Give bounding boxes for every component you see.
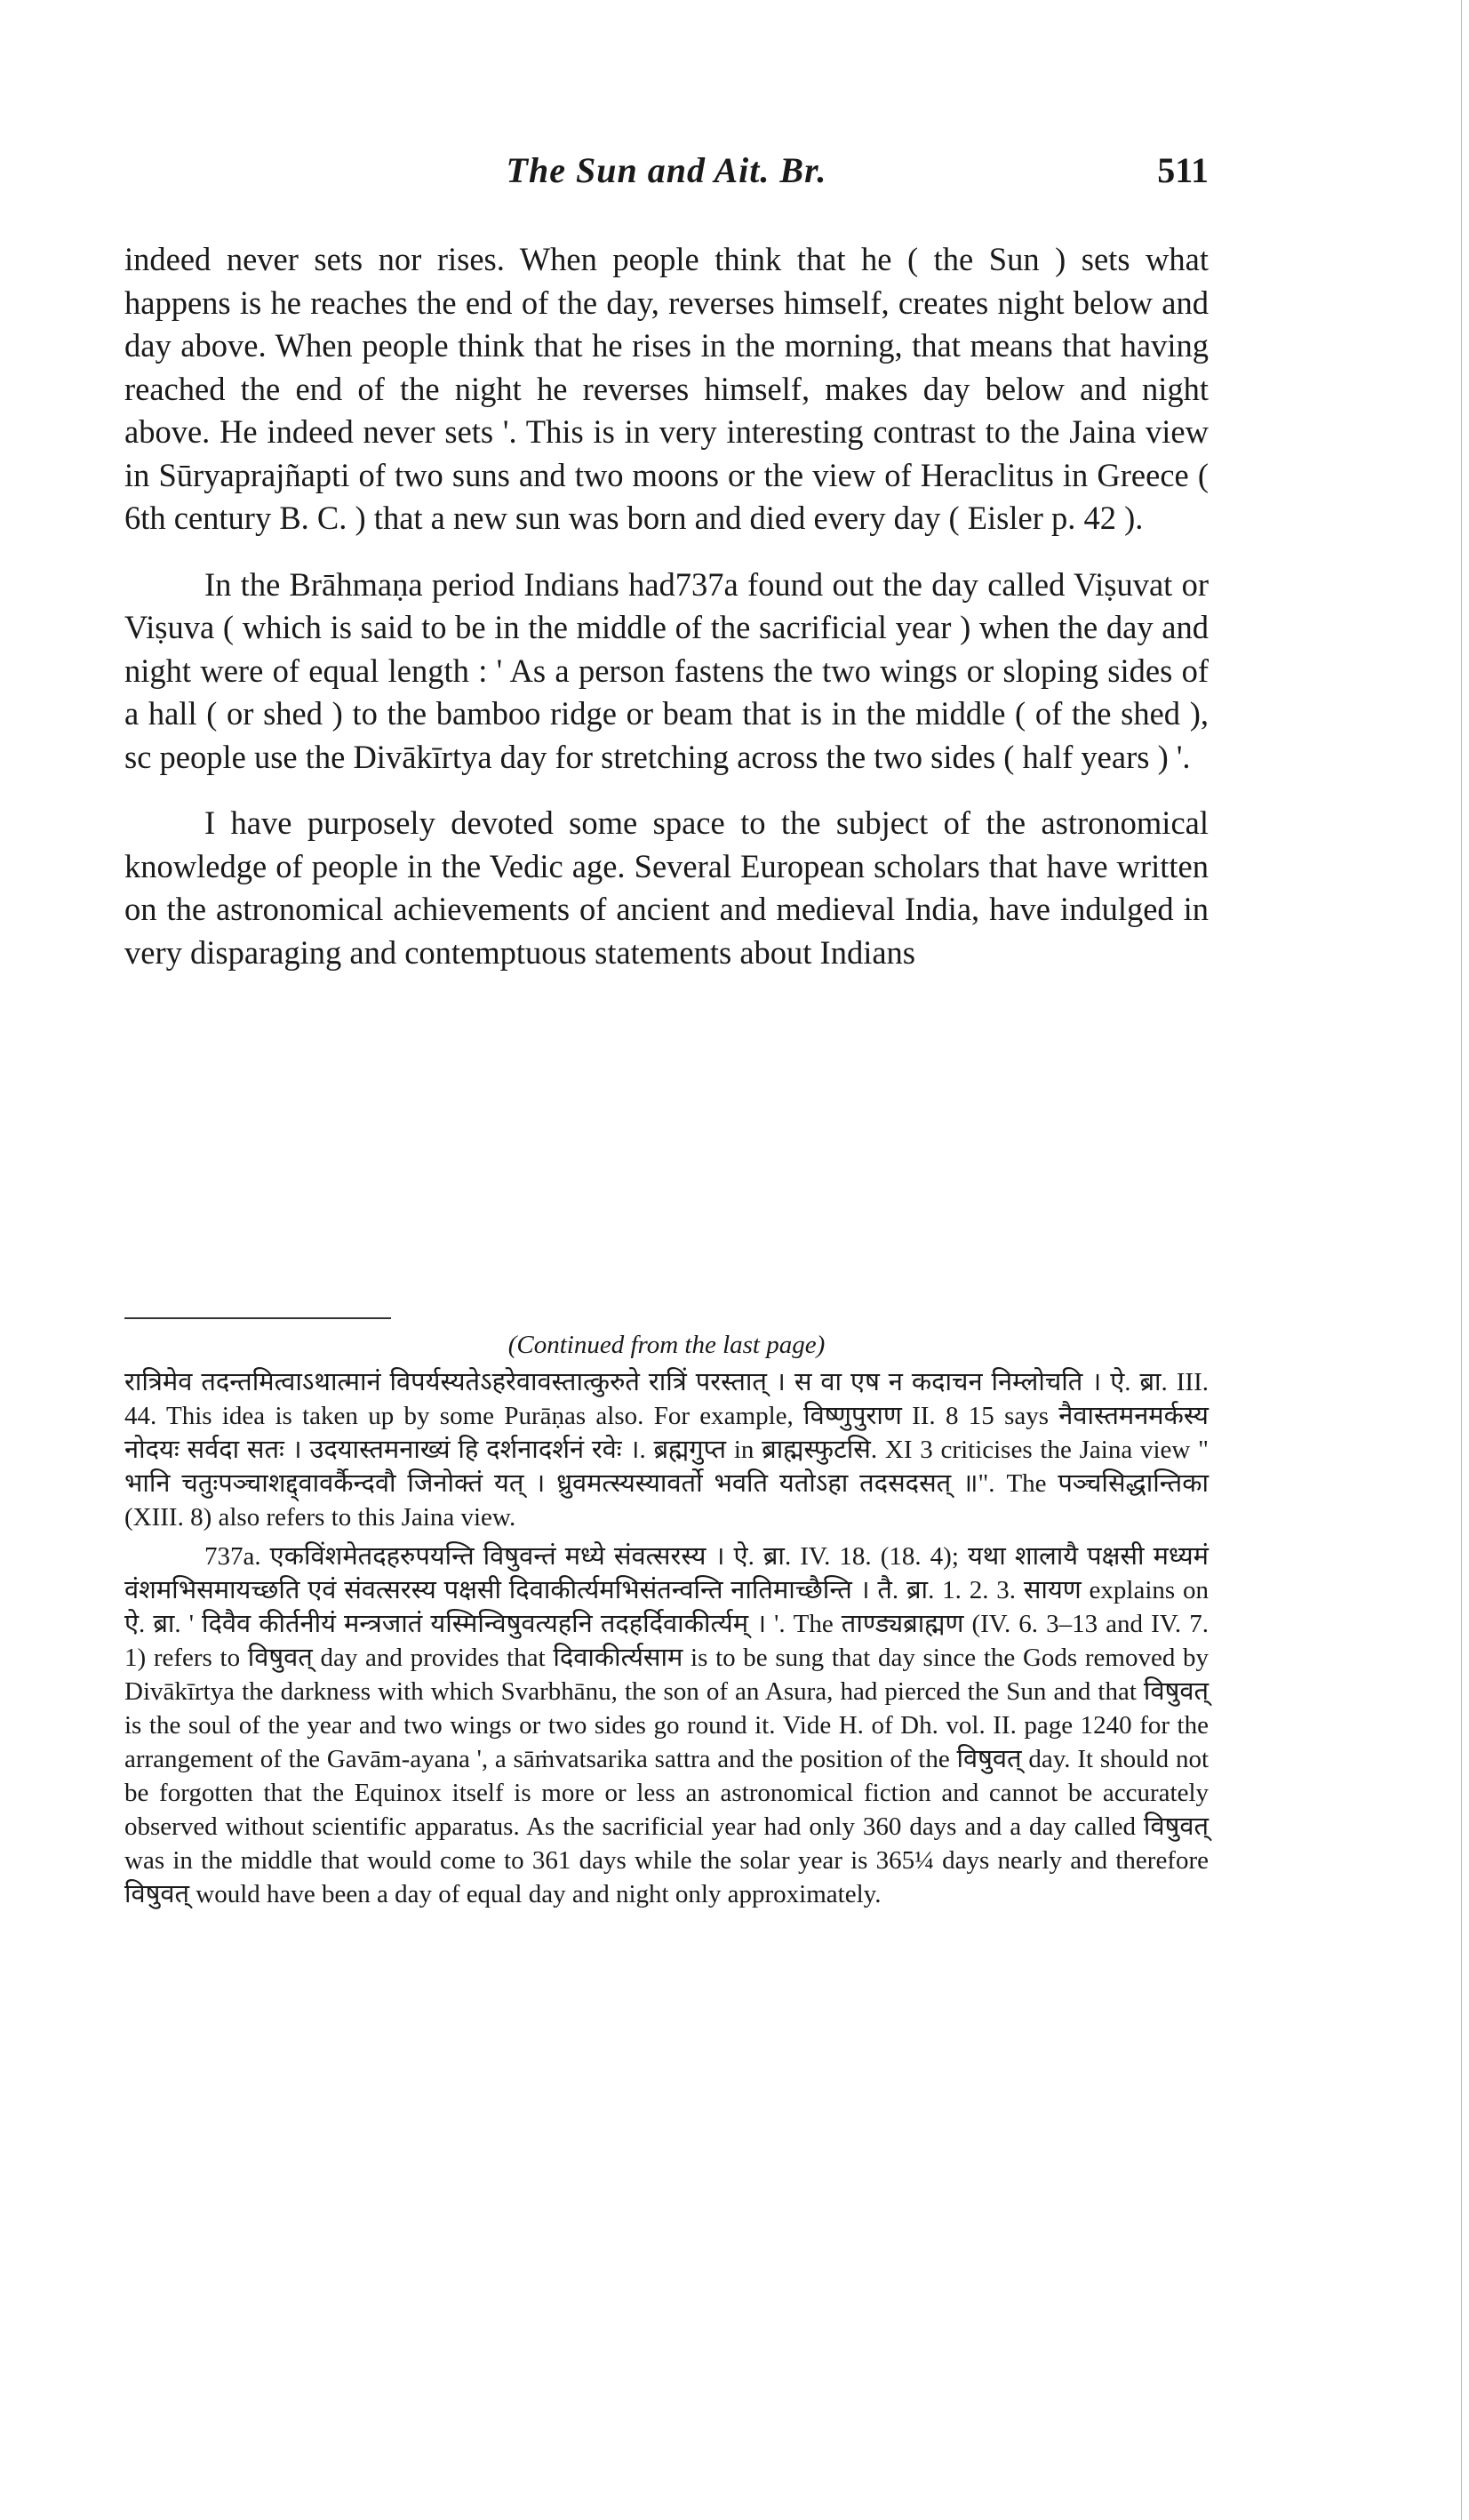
main-text (124, 238, 1209, 974)
footnote-separator (124, 1317, 391, 1319)
paragraph-2: In the Brāhmaṇa period Indians had737a found out the day called Viṣuvat or Viṣuva ( which is said to be in the middle of the sacrificial year ) when the day and night were of equal length : ' As a person fastens the two wings or sloping sides of a hall ( or shed ) to the bamboo ridge or beam that is in the middle ( of the shed ), sc people use the Divākīrtya day for stretching across the two sides ( half years ) '. (124, 565, 1209, 775)
running-title: The Sun and Ait. Br. (506, 150, 827, 190)
page-edge-line (1461, 0, 1462, 2520)
paragraph-1: indeed never sets nor rises. When people think that he ( the Sun ) sets what happens is he reaches the end of the day, reverses himself, creates night below and day above. When people think that he rises in the morning, that means that having reached the end of the night he reverses himself, makes day below and night above. He indeed never sets '. This is in very interesting contrast to the Jaina view in Sūryaprajñapti of two suns and two moons or the view of Heraclitus in Greece ( 6th century B. C. ) that a new sun was born and died every day ( Eisler p. 42 ). (124, 241, 1209, 536)
paragraph-3: I have purposely devoted some space to the subject of the astronomical knowledge of people in the Vedic age. Several European scholars that have written on the astronomical achievements of ancient and medieval India, have indulged in very disparaging and contemptuous statements about Indians (124, 804, 1209, 971)
footnote-continued-text: रात्रिमेव तदन्तमित्वाऽथात्मानं विपर्यस्यतेऽहरेवावस्तात्कुरुते रात्रिं परस्तात् । स वा एष न कदाचन निम्लोचति । ऐ. ब्रा. III. 44. This idea is taken up by some Purāṇas also. For example, विष्णुपुराण II. 8 15 says नैवास्तमनमर्कस्य नोदयः सर्वदा सतः । उदयास्तमनाख्यं हि दर्शनादर्शनं रवेः ।. ब्रह्मगुप्त in ब्राह्मस्फुटसि. XI 3 criticises the Jaina view " भानि चतुःपञ्चाशद्द्वावर्कैन्दवौ जिनोक्तं यत् । ध्रुवमत्स्यस्यावर्तो भवति यतोऽहा तदसदसत् ॥". The पञ्चसिद्धान्तिका (XIII. 8) also refers to this Jaina view. (124, 1368, 1209, 1532)
footnote-737a: 737a. एकविंशमेतदहरुपयन्ति विषुवन्तं मध्ये संवत्सरस्य । ऐ. ब्रा. IV. 18. (18. 4); यथा शालायै पक्षसी मध्यमं वंशमभिसमायच्छति एवं संवत्सरस्य पक्षसी दिवाकीर्त्यमभिसंतन्वन्ति नातिमाच्छैन्ति । तै. ब्रा. 1. 2. 3. सायण explains on ऐ. ब्रा. ' दिवैव कीर्तनीयं मन्त्रजातं यस्मिन्विषुवत्यहनि तदहर्दिवाकीर्त्यम् । '. The ताण्ड्यब्राह्मण (IV. 6. 3–13 and IV. 7. 1) refers to विषुवत् day and provides that दिवाकीर्त्यसाम is to be sung that day since the Gods removed by Divākīrtya the darkness with which Svarbhānu, the son of an Asura, had pierced the Sun and that विषुवत् is the soul of the year and two wings or two sides go round it. Vide H. of Dh. vol. II. page 1240 for the arrangement of the Gavām-ayana ', a sāṁvatsarika sattra and the position of the विषुवत् day. It should not be forgotten that the Equinox itself is more or less an astronomical fiction and cannot be accurately observed without scientific apparatus. As the sacrificial year had only 360 days and a day called विषुवत् was in the middle that would come to 361 days while the solar year is 365¼ days nearly and therefore विषुवत् would have been a day of equal day and night only approximately. (124, 1542, 1210, 1908)
footnotes (124, 1328, 1209, 1911)
page-header (124, 149, 1209, 203)
footnote-continued-label: (Continued from the last page) (507, 1331, 826, 1359)
page-number: 511 (1157, 150, 1209, 190)
